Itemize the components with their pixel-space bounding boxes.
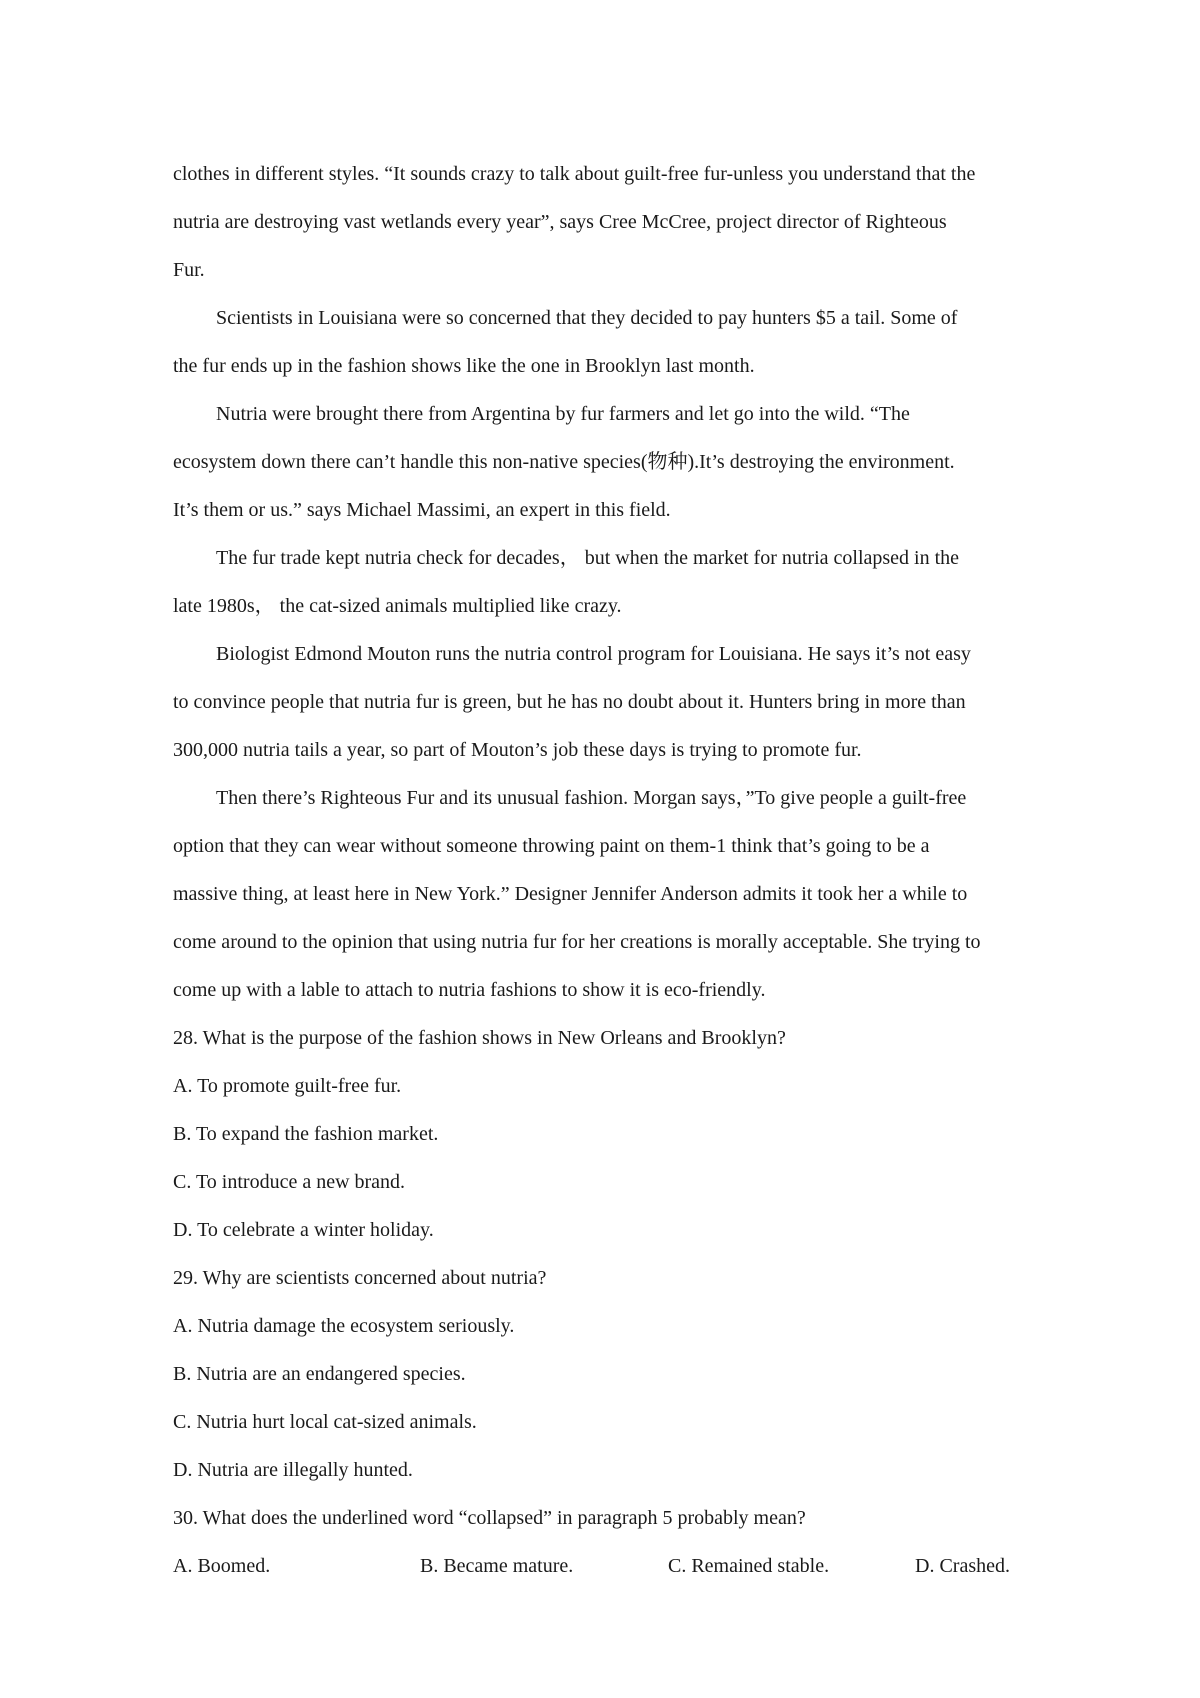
question-stem: 30. What does the underlined word “collapsed” in paragraph 5 probably mean? [173,1507,806,1529]
passage-line: clothes in different styles. “It sounds crazy to talk about guilt-free fur-unless you understand that the [173,163,976,185]
answer-option-a: A. Boomed. [173,1555,271,1577]
answer-option-d: D. Nutria are illegally hunted. [173,1459,413,1481]
passage-line: Scientists in Louisiana were so concerned that they decided to pay hunters $5 a tail. Some of [216,307,958,329]
answer-option-b: B. Became mature. [420,1555,574,1577]
passage-line: Nutria were brought there from Argentina by fur farmers and let go into the wild. “The [216,403,910,425]
answer-option-c: C. To introduce a new brand. [173,1171,406,1193]
passage-line: 300,000 nutria tails a year, so part of Mouton’s job these days is trying to promote fur. [173,739,862,761]
passage-line: It’s them or us.” says Michael Massimi, an expert in this field. [173,499,671,521]
passage-line: Fur. [173,259,205,281]
question-stem: 29. Why are scientists concerned about nutria? [173,1267,547,1289]
answer-option-b: B. To expand the fashion market. [173,1123,439,1145]
passage-line: to convince people that nutria fur is green, but he has no doubt about it. Hunters bring in more than [173,691,966,713]
passage-line: The fur trade kept nutria check for decades， but when the market for nutria collapsed in the [216,547,960,569]
answer-option-c: C. Nutria hurt local cat-sized animals. [173,1411,477,1433]
passage [173,150,1043,1014]
answer-option-d: D. To celebrate a winter holiday. [173,1219,434,1241]
question-30 [173,1494,1043,1590]
document-content [173,150,1043,1590]
passage-line: come around to the opinion that using nutria fur for her creations is morally acceptable. She trying to [173,931,981,953]
passage-line: come up with a lable to attach to nutria fashions to show it is eco-friendly. [173,979,766,1001]
answer-option-a: A. Nutria damage the ecosystem seriously. [173,1315,515,1337]
passage-line: ecosystem down there can’t handle this non-native species(物种).It’s destroying the environment. [173,451,955,473]
answer-option-b: B. Nutria are an endangered species. [173,1363,466,1385]
answer-option-a: A. To promote guilt-free fur. [173,1075,402,1097]
answer-options-row [173,1542,1043,1590]
passage-line: late 1980s， the cat-sized animals multiplied like crazy. [173,595,622,617]
passage-line: Then there’s Righteous Fur and its unusual fashion. Morgan says，”To give people a guilt-free [216,787,967,809]
passage-line: option that they can wear without someone throwing paint on them-1 think that’s going to be a [173,835,930,857]
passage-line: nutria are destroying vast wetlands every year”, says Cree McCree, project director of Righteous [173,211,947,233]
question-29 [173,1254,1043,1494]
question-stem: 28. What is the purpose of the fashion shows in New Orleans and Brooklyn? [173,1027,786,1049]
answer-option-d: D. Crashed. [915,1555,1010,1577]
passage-line: massive thing, at least here in New York.” Designer Jennifer Anderson admits it took her a while to [173,883,968,905]
passage-line: the fur ends up in the fashion shows like the one in Brooklyn last month. [173,355,755,377]
passage-line: Biologist Edmond Mouton runs the nutria control program for Louisiana. He says it’s not easy [216,643,971,665]
answer-option-c: C. Remained stable. [668,1555,830,1577]
question-28 [173,1014,1043,1254]
